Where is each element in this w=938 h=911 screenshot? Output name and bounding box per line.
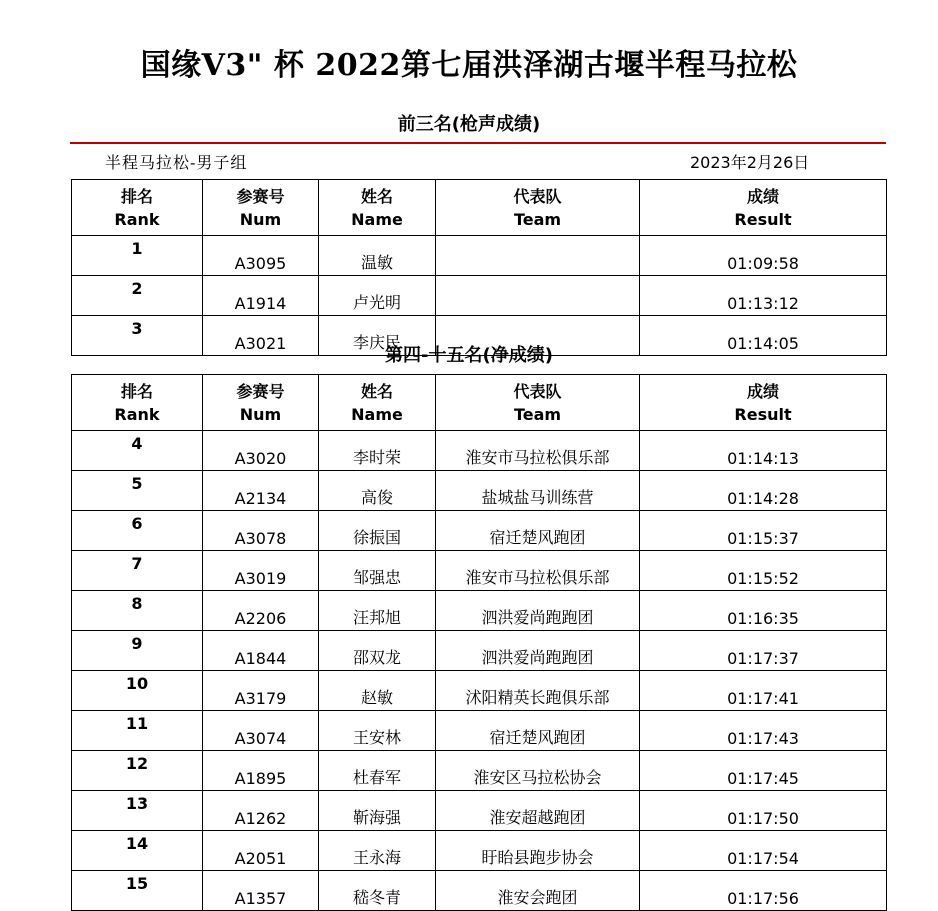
team-cell: 泗洪爱尚跑跑团 bbox=[436, 631, 640, 671]
table-row bbox=[72, 831, 887, 871]
name-cell: 高俊 bbox=[319, 471, 436, 511]
rank-cell: 11 bbox=[72, 711, 203, 751]
page-title: 国缘V3" 杯 2022第七届洪泽湖古堰半程马拉松 bbox=[140, 48, 798, 83]
team-cell bbox=[436, 236, 640, 276]
num-cell: A1844 bbox=[203, 631, 319, 671]
rank-cell: 2 bbox=[72, 276, 203, 316]
team-cell: 淮安区马拉松协会 bbox=[436, 751, 640, 791]
rank-cell: 8 bbox=[72, 591, 203, 631]
rank-cell: 1 bbox=[72, 236, 203, 276]
num-cell: A1357 bbox=[203, 871, 319, 911]
name-cell: 邵双龙 bbox=[319, 631, 436, 671]
num-cell: A3074 bbox=[203, 711, 319, 751]
table-row bbox=[72, 751, 887, 791]
group-label: 半程马拉松-男子组 bbox=[105, 153, 248, 172]
result-cell: 01:09:58 bbox=[640, 236, 887, 276]
rank-cell: 5 bbox=[72, 471, 203, 511]
team-header: 代表队 Team bbox=[436, 375, 640, 431]
name-cell: 王永海 bbox=[319, 831, 436, 871]
result-header: 成绩 Result bbox=[640, 375, 887, 431]
result-cell: 01:15:52 bbox=[640, 551, 887, 591]
result-cell: 01:14:13 bbox=[640, 431, 887, 471]
name-cell: 徐振国 bbox=[319, 511, 436, 551]
team-cell: 淮安超越跑团 bbox=[436, 791, 640, 831]
result-cell: 01:14:28 bbox=[640, 471, 887, 511]
name-cell: 温敏 bbox=[319, 236, 436, 276]
date-label: 2023年2月26日 bbox=[690, 153, 810, 172]
team-cell bbox=[436, 276, 640, 316]
result-cell: 01:17:41 bbox=[640, 671, 887, 711]
num-cell: A3179 bbox=[203, 671, 319, 711]
rank-cell: 14 bbox=[72, 831, 203, 871]
name-cell: 靳海强 bbox=[319, 791, 436, 831]
result-cell: 01:17:50 bbox=[640, 791, 887, 831]
num-cell: A3021 bbox=[203, 316, 319, 356]
name-cell: 嵇冬青 bbox=[319, 871, 436, 911]
team-cell: 盐城盐马训练营 bbox=[436, 471, 640, 511]
rest-table bbox=[71, 374, 887, 911]
table-header-row bbox=[72, 375, 887, 431]
table-row bbox=[72, 236, 887, 276]
num-cell: A1895 bbox=[203, 751, 319, 791]
num-cell: A2051 bbox=[203, 831, 319, 871]
num-cell: A1262 bbox=[203, 791, 319, 831]
table-header-row bbox=[72, 180, 887, 236]
team-cell: 盱眙县跑步协会 bbox=[436, 831, 640, 871]
rank-cell: 10 bbox=[72, 671, 203, 711]
result-cell: 01:17:54 bbox=[640, 831, 887, 871]
rank-cell: 3 bbox=[72, 316, 203, 356]
table-row bbox=[72, 276, 887, 316]
name-cell: 汪邦旭 bbox=[319, 591, 436, 631]
table-row bbox=[72, 791, 887, 831]
top3-table bbox=[71, 179, 887, 356]
num-cell: A3020 bbox=[203, 431, 319, 471]
team-cell: 淮安市马拉松俱乐部 bbox=[436, 551, 640, 591]
table-row bbox=[72, 431, 887, 471]
name-cell: 李时荣 bbox=[319, 431, 436, 471]
result-cell: 01:17:56 bbox=[640, 871, 887, 911]
table-row bbox=[72, 671, 887, 711]
name-cell: 赵敏 bbox=[319, 671, 436, 711]
result-cell: 01:17:43 bbox=[640, 711, 887, 751]
num-cell: A2134 bbox=[203, 471, 319, 511]
name-cell: 李庆民 bbox=[319, 316, 436, 356]
num-cell: A3019 bbox=[203, 551, 319, 591]
name-cell: 杜春军 bbox=[319, 751, 436, 791]
table-row bbox=[72, 871, 887, 911]
result-cell: 01:17:45 bbox=[640, 751, 887, 791]
result-header: 成绩 Result bbox=[640, 180, 887, 236]
rank-cell: 15 bbox=[72, 871, 203, 911]
name-cell: 邹强忠 bbox=[319, 551, 436, 591]
table-row bbox=[72, 631, 887, 671]
rest-heading: 第四-十五名(净成绩) bbox=[385, 345, 553, 366]
result-cell: 01:15:37 bbox=[640, 511, 887, 551]
red-divider bbox=[70, 142, 886, 144]
name-header: 姓名 Name bbox=[319, 180, 436, 236]
team-cell: 淮安市马拉松俱乐部 bbox=[436, 431, 640, 471]
name-cell: 卢光明 bbox=[319, 276, 436, 316]
rank-cell: 4 bbox=[72, 431, 203, 471]
rank-cell: 13 bbox=[72, 791, 203, 831]
num-cell: A1914 bbox=[203, 276, 319, 316]
team-cell: 淮安会跑团 bbox=[436, 871, 640, 911]
rank-cell: 12 bbox=[72, 751, 203, 791]
num-header: 参赛号 Num bbox=[203, 180, 319, 236]
num-cell: A3078 bbox=[203, 511, 319, 551]
table-row bbox=[72, 591, 887, 631]
result-cell: 01:17:37 bbox=[640, 631, 887, 671]
team-cell: 宿迁楚风跑团 bbox=[436, 711, 640, 751]
top3-heading: 前三名(枪声成绩) bbox=[397, 114, 541, 135]
name-header: 姓名 Name bbox=[319, 375, 436, 431]
num-header: 参赛号 Num bbox=[203, 375, 319, 431]
rank-header: 排名 Rank bbox=[72, 180, 203, 236]
result-cell: 01:16:35 bbox=[640, 591, 887, 631]
rank-cell: 6 bbox=[72, 511, 203, 551]
team-header: 代表队 Team bbox=[436, 180, 640, 236]
result-cell: 01:13:12 bbox=[640, 276, 887, 316]
table-row bbox=[72, 471, 887, 511]
table-row bbox=[72, 511, 887, 551]
num-cell: A3095 bbox=[203, 236, 319, 276]
rank-cell: 7 bbox=[72, 551, 203, 591]
num-cell: A2206 bbox=[203, 591, 319, 631]
result-cell: 01:14:05 bbox=[640, 316, 887, 356]
rank-header: 排名 Rank bbox=[72, 375, 203, 431]
rank-cell: 9 bbox=[72, 631, 203, 671]
table-row bbox=[72, 551, 887, 591]
team-cell: 沭阳精英长跑俱乐部 bbox=[436, 671, 640, 711]
team-cell: 宿迁楚风跑团 bbox=[436, 511, 640, 551]
team-cell: 泗洪爱尚跑跑团 bbox=[436, 591, 640, 631]
table-row bbox=[72, 711, 887, 751]
name-cell: 王安林 bbox=[319, 711, 436, 751]
